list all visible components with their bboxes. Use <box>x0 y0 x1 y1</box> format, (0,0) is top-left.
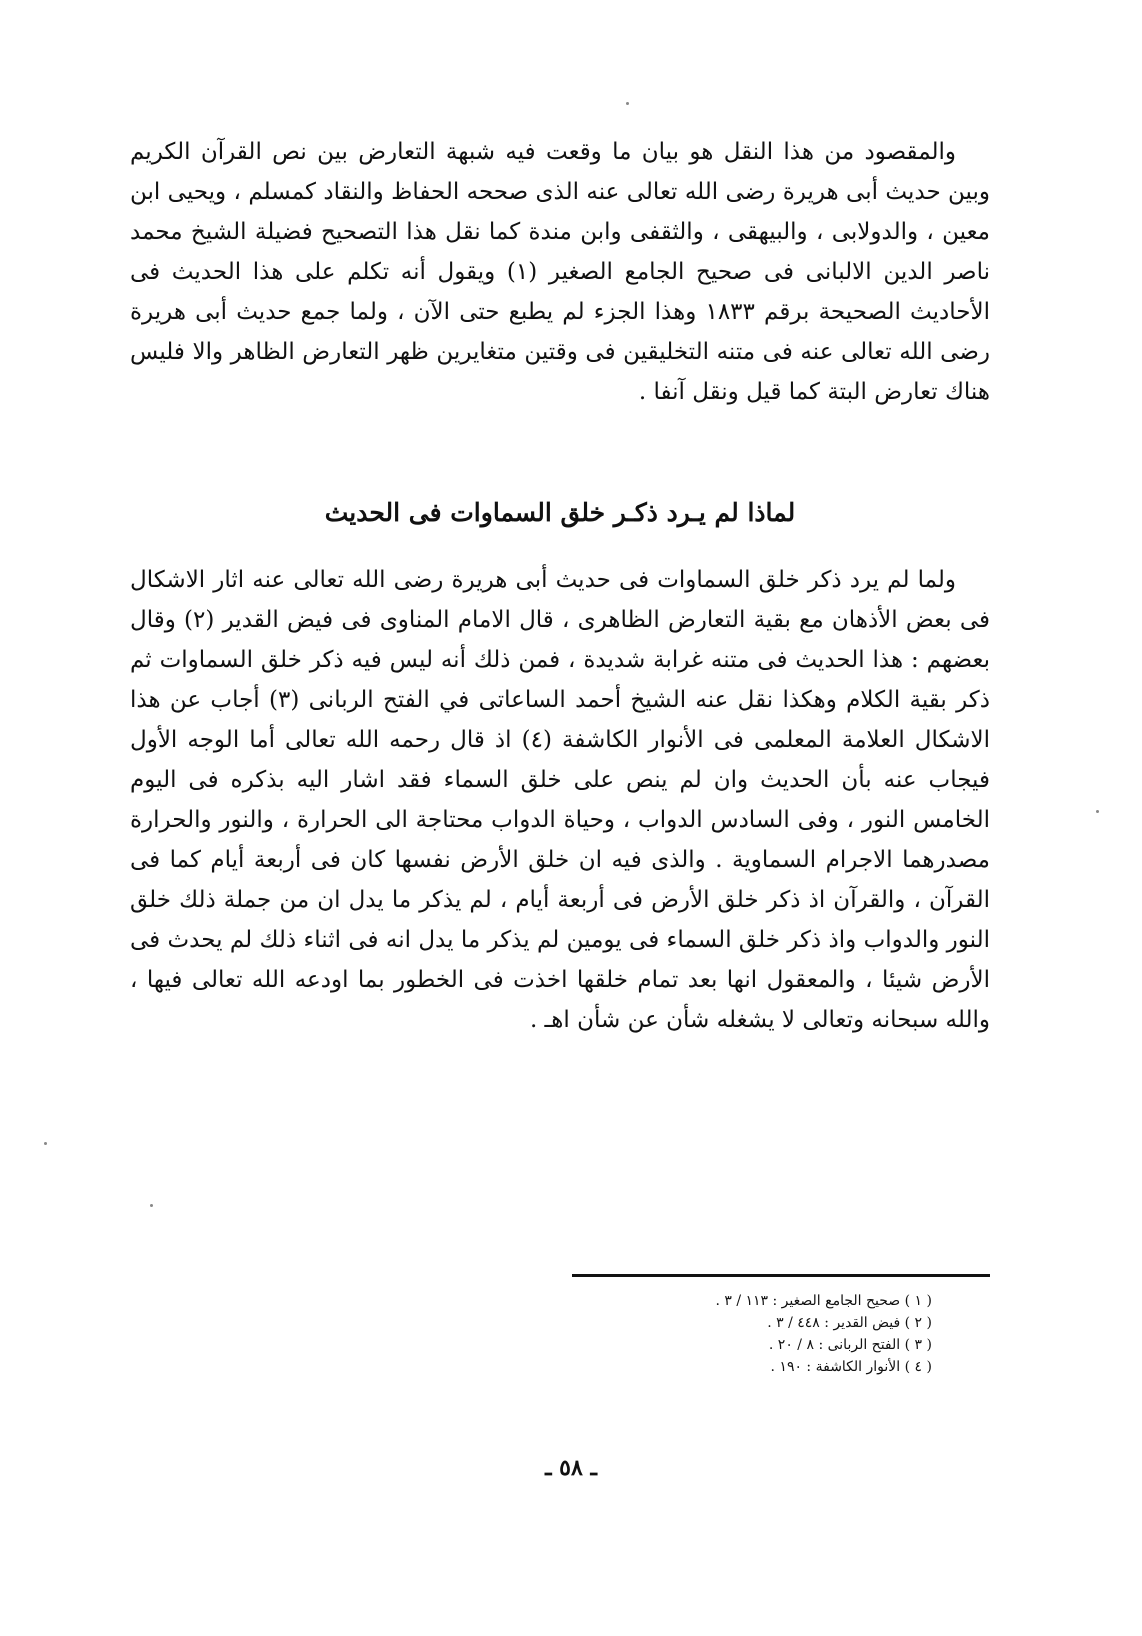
footnote-3: ( ٣ ) الفتح الربانى : ٨ / ٢٠ . <box>768 1337 932 1353</box>
footnote-4: ( ٤ ) الأنوار الكاشفة : ١٩٠ . <box>770 1359 932 1375</box>
second-paragraph-block <box>130 560 990 1040</box>
scan-speck <box>1096 810 1099 813</box>
footnotes-list <box>552 1290 932 1378</box>
paragraph: والمقصود من هذا النقل هو بيان ما وقعت فيه شبهة التعارض بين نص القرآن الكريم وبين حديث أبى هريرة رضى الله تعالى عنه الذى صححه الحفاظ والنقاد كمسلم ، ويحيى ابن معين ، والدولابى ، والبيهقى ، والثقفى وابن مندة كما نقل هذا التصحيح فضيلة الشيخ محمد ناصر الدين الالبانى فى صحيح الجامع الصغير (١) ويقول أنه تكلم على هذا الحديث فى الأحاديث الصحيحة برقم ١٨٣٣ وهذا الجزء لم يطبع حتى الآن ، ولما جمع حديث أبى هريرة رضى الله تعالى عنه فى متنه التخليقين فى وقتين متغايرين ظهر التعارض الظاهر والا فليس هناك تعارض البتة كما قيل ونقل آنفا . <box>130 139 990 405</box>
footnote-divider <box>572 1274 990 1277</box>
paragraph: ولما لم يرد ذكر خلق السماوات فى حديث أبى هريرة رضى الله تعالى عنه اثار الاشكال فى بعض الأذهان مع بقية التعارض الظاهرى ، قال الامام المناوى فى فيض القدير (٢) وقال بعضهم : هذا الحديث فى متنه غرابة شديدة ، فمن ذلك أنه ليس فيه ذكر خلق السماوات ثم ذكر بقية الكلام وهكذا نقل عنه الشيخ أحمد الساعاتى في الفتح الربانى (٣) أجاب عن هذا الاشكال العلامة المعلمى فى الأنوار الكاشفة (٤) اذ قال رحمه الله تعالى أما الوجه الأول فيجاب عنه بأن الحديث وان لم ينص على خلق السماء فقد اشار اليه بذكره فى اليوم الخامس النور ، وفى السادس الدواب ، وحياة الدواب محتاجة الى الحرارة ، والنور والحرارة مصدرهما الاجرام السماوية . والذى فيه ان خلق الأرض نفسها كان فى أربعة أيام كما فى القرآن ، والقرآن اذ ذكر خلق الأرض فى أربعة أيام ، لم يذكر ما يدل ان من جملة ذلك خلق النور والدواب واذ ذكر خلق السماء فى يومين لم يذكر ما يدل انه فى اثناء ذلك لم يحدث فى الأرض شيئا ، والمعقول انها بعد تمام خلقها اخذت فى الخطور بما اودعه الله تعالى فيها ، والله سبحانه وتعالى لا يشغله شأن عن شأن اهـ . <box>130 567 991 1033</box>
scan-speck <box>626 102 629 105</box>
section-heading: لماذا لم يـرد ذكـر خلق السماوات فى الحديث <box>324 498 796 527</box>
scan-speck <box>44 1142 47 1145</box>
page-number: ـ ٥٨ ـ <box>545 1455 597 1481</box>
scan-speck <box>150 1204 153 1207</box>
footnote-1: ( ١ ) صحيح الجامع الصغير : ١١٣ / ٣ . <box>715 1293 932 1309</box>
footnote-2: ( ٢ ) فيض القدير : ٤٤٨ / ٣ . <box>767 1315 932 1331</box>
first-paragraph-block <box>130 132 990 412</box>
